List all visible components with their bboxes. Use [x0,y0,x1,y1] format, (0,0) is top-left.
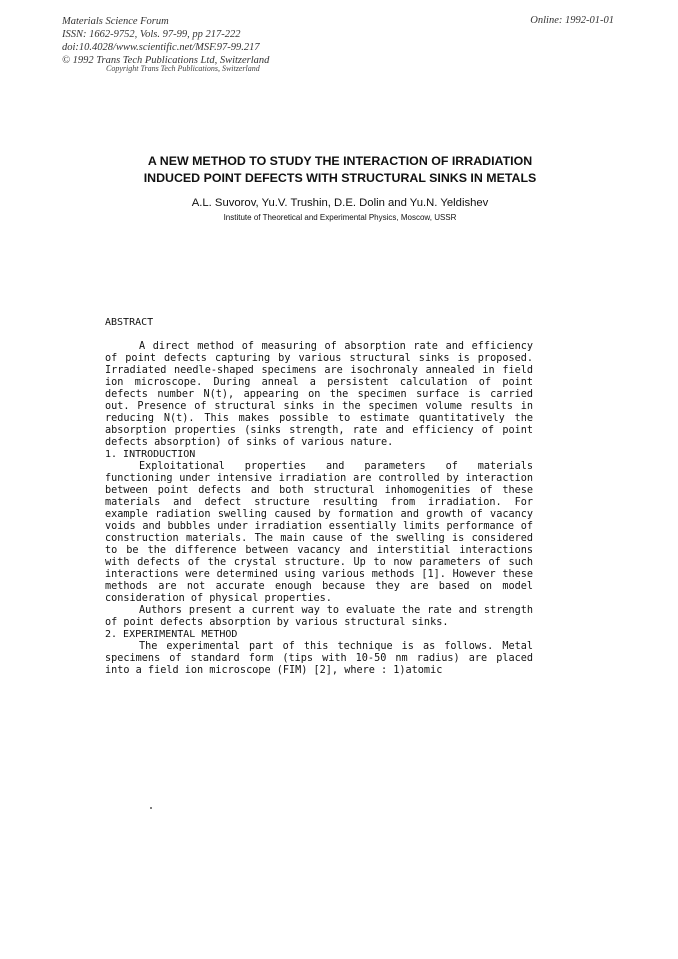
copyright-line: © 1992 Trans Tech Publications Ltd, Switzerland [62,55,270,66]
spacer [105,329,533,341]
paper-title [80,153,600,187]
issn-line: ISSN: 1662-9752, Vols. 97-99, pp 217-222 [62,29,241,40]
title-line-2: INDUCED POINT DEFECTS WITH STRUCTURAL SINKS IN METALS [143,171,537,185]
method-paragraph-1: The experimental part of this technique is as follows. Metal specimens of standard form (tips with 10-50 nm radius) are placed into a field ion microscope (FIM) [2], where : 1)atomic [105,641,533,676]
authors: A.L. Suvorov, Yu.V. Trushin, D.E. Dolin and Yu.N. Yeldishev [191,197,489,209]
abstract-text: A direct method of measuring of absorption rate and efficiency of point defects capturing by various structural sinks is proposed. Irradiated needle-shaped specimens are isochronaly annealed in field ion microscope. During anneal a persistent calculation of point defects number N(t), appearing on the specimen surface is carried out. Presence of structural sinks in the specimen volume results in reducing N(t). This makes possible to estimate quantitatively the absorption properties (sinks strength, rate and efficiency of point defects absorption) of sinks of various nature. [105,341,533,448]
online-date: Online: 1992-01-01 [530,15,614,26]
title-line-1: A NEW METHOD TO STUDY THE INTERACTION OF IRRADIATION [147,154,533,168]
intro-paragraph-1: Exploitational properties and parameters of materials functioning under intensive irradiation are controlled by interaction between point defects and both structural inhomogenities of these materials and defect structure resulting from irradiation. For example radiation swelling caused by formation and growth of vacancy voids and bubbles under irradiation essentially limits performance of construction materials. The main cause of the swelling is considered to be the difference between vacancy and interstitial interactions with defects of the crystal structure. Up to now parameters of such interactions were determined using various methods [1]. However these methods are not accurate enough because they are based on model consideration of physical properties. [105,461,533,604]
intro-paragraph-2: Authors present a current way to evaluate the rate and strength of point defects absorption by various structural sinks. [105,605,533,628]
copyright-stamp: Copyright Trans Tech Publications, Switzerland [106,64,260,73]
institution: Institute of Theoretical and Experimental Physics, Moscow, USSR [223,213,457,222]
abstract-heading: ABSTRACT [105,317,154,328]
journal-header [62,15,269,67]
paper-body [105,317,533,677]
intro-heading: 1. INTRODUCTION [105,449,196,460]
journal-name: Materials Science Forum [62,16,169,27]
doi-link[interactable]: doi:10.4028/www.scientific.net/MSF.97-99.217 [62,42,260,53]
method-heading: 2. EXPERIMENTAL METHOD [105,629,238,640]
scan-speck [150,807,152,809]
